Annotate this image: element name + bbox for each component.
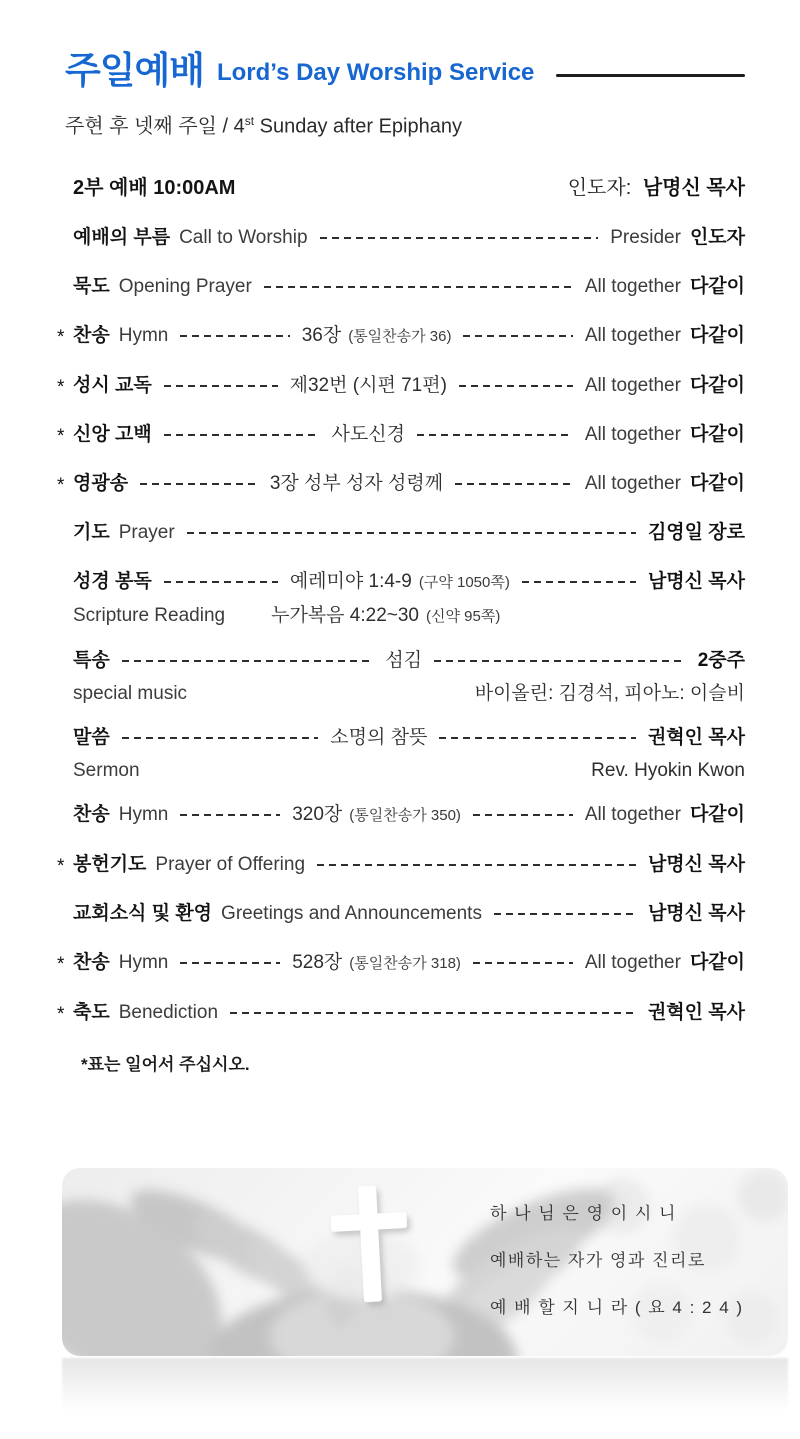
dash-leader [417,434,573,436]
dash-leader [164,385,278,387]
dash-leader [180,962,280,964]
item-label-korean: 축도 [73,1001,110,1023]
standing-footnote: *표는 일어서 주십시오. [81,1054,250,1074]
presider-info [568,176,745,200]
dash-leader [434,660,686,662]
item-label-korean: 특송 [73,649,110,671]
page-title-korean: 주일예배 [65,50,204,91]
item-sublabel-english: Sermon [73,759,140,781]
service-info-row [73,176,745,200]
item-label-korean: 영광송 [73,472,129,494]
item-label-korean: 봉헌기도 [73,853,147,875]
subtitle-korean: 주현 후 넷째 주일 [65,115,217,138]
dash-leader [459,385,573,387]
verse-line-2: 예배하는 자가 영과 진리로 [490,1251,706,1270]
program-row [57,1001,745,1025]
standing-asterisk: * [57,326,65,348]
program-row [57,423,745,447]
subtitle-english: Sunday after Epiphany [254,115,462,138]
program-row-sub [73,759,745,783]
item-subdetail-note: (신약 95쪽) [426,607,501,625]
responder-korean: 남명신 목사 [647,902,745,924]
responder-english: All together [584,324,681,346]
item-label-korean: 찬송 [73,324,110,346]
header-rule [556,74,745,77]
standing-asterisk: * [57,425,65,447]
dash-leader [320,237,599,239]
item-label-korean: 찬송 [73,951,110,973]
program-row-sub [73,604,745,629]
standing-asterisk: * [57,855,65,877]
dash-leader [522,581,636,583]
standing-asterisk: * [57,474,65,496]
dash-leader [180,814,280,816]
program-row-main [57,423,745,447]
program-row [73,226,745,250]
dash-leader [264,286,573,288]
dash-leader [455,483,573,485]
dash-leader [164,434,320,436]
responder-english: All together [584,423,681,445]
item-subdetail-right: 바이올린: 김경석, 피아노: 이슬비 [474,682,745,704]
item-detail-note: (구약 1050쪽) [418,573,510,591]
program-row-main [57,472,745,496]
item-detail-note: (통일찬송가 350) [349,806,461,824]
program-row [57,324,746,349]
item-detail: 예레미야 1:4-9 [289,570,412,592]
program-row-main [73,275,745,299]
item-subdetail-right: Rev. Hyokin Kwon [591,759,745,781]
responder-english: All together [584,275,681,297]
header [65,48,745,94]
program-row [73,803,745,828]
page-title-english: Lord’s Day Worship Service [216,59,535,86]
item-subdetail: 누가복음 4:22~30 [271,604,419,626]
responder-english: All together [584,374,681,396]
verse-line-3: 예 배 할 지 니 라 ( 요 4 : 2 4 ) [490,1298,744,1317]
subtitle-separator: / [216,115,234,138]
banner-reflection [62,1358,788,1428]
item-label-korean: 신앙 고백 [73,423,152,445]
responder-korean: 다같이 [689,275,745,297]
responder-english: All together [584,472,681,494]
item-label-korean: 기도 [73,521,110,543]
program-row-main [73,649,745,673]
program-row-main [57,374,746,398]
item-sublabel-english: Scripture Reading [73,604,226,626]
responder-korean: 김영일 장로 [647,521,745,543]
hands-cross-photo [62,1168,788,1356]
item-label-korean: 성경 봉독 [73,570,152,592]
program-row-main [73,902,745,926]
dash-leader [317,864,636,866]
responder-korean: 남명신 목사 [647,853,745,875]
item-label-english: Prayer [118,521,175,543]
item-label-korean: 성시 교독 [73,374,152,396]
item-detail: 528장 [292,951,343,973]
item-label-korean: 교회소식 및 환영 [73,902,213,924]
dash-leader [140,483,258,485]
program-row [73,649,745,706]
dash-leader [473,814,573,816]
program-row-sub [73,682,745,706]
dash-leader [122,660,374,662]
responder-korean: 다같이 [689,951,746,973]
item-detail: 소명의 참뜻 [330,726,428,748]
program-row-main [73,570,745,595]
item-label-english: Opening Prayer [118,275,252,297]
sunday-subtitle [65,108,745,140]
standing-asterisk: * [57,953,65,975]
item-label-english: Prayer of Offering [155,853,306,875]
dash-leader [473,962,573,964]
standing-asterisk: * [57,376,65,398]
program-row-main [57,1001,745,1025]
item-detail: 섬김 [385,649,423,671]
responder-korean: 다같이 [689,324,746,346]
responder-korean: 남명신 목사 [647,570,745,592]
dash-leader [164,581,278,583]
item-detail-note: (통일찬송가 36) [348,327,452,345]
item-label-english: Hymn [118,951,169,973]
item-sublabel-english: special music [73,682,188,704]
responder-english: All together [584,951,681,973]
item-label-english: Hymn [118,803,169,825]
presider-name: 남명신 목사 [642,176,745,199]
responder-korean: 2중주 [697,649,745,671]
program-row [57,853,745,877]
item-label-korean: 말씀 [73,726,110,748]
program-row-main [57,324,746,349]
responder-korean: 권혁인 목사 [647,1001,745,1023]
program-row-main [57,951,746,976]
subtitle-ordinal: 4 [233,115,245,138]
verse-text [490,1204,780,1345]
responder-korean: 다같이 [689,472,745,494]
service-time: 2부 예배 10:00AM [73,176,236,199]
responder-korean: 다같이 [689,803,746,825]
dash-leader [187,532,636,534]
program-row [57,472,745,496]
program-row [73,726,745,783]
item-label-english: Call to Worship [179,226,308,248]
dash-leader [230,1012,636,1014]
order-of-worship [57,176,746,1075]
program-row-main [73,226,745,250]
item-label-english: Hymn [118,324,169,346]
program-row-main [73,521,745,545]
responder-korean: 권혁인 목사 [647,726,745,748]
program-row [73,902,745,926]
item-label-english: Greetings and Announcements [221,902,482,924]
program-row [73,275,745,299]
program-rows [57,226,746,1025]
item-label-english: Benediction [118,1001,219,1023]
responder-english: All together [584,803,681,825]
dash-leader [494,913,636,915]
program-row-main [73,726,745,750]
item-label-korean: 묵도 [73,275,110,297]
program-row-main [73,803,745,828]
item-detail: 3장 성부 성자 성령께 [269,472,444,494]
item-detail: 제32번 (시편 71편) [289,374,447,396]
program-row-main [57,853,745,877]
dash-leader [463,335,572,337]
responder-korean: 다같이 [689,374,746,396]
item-detail-note: (통일찬송가 318) [349,954,461,972]
program-row [73,570,745,629]
item-detail: 36장 [301,324,342,346]
standing-asterisk: * [57,1003,65,1025]
item-detail: 사도신경 [331,423,405,445]
responder-korean: 다같이 [689,423,745,445]
subtitle-ordinal-suffix: st [244,114,255,128]
dash-leader [439,737,636,739]
responder-korean: 인도자 [689,226,745,248]
program-row [57,951,746,976]
dash-leader [122,737,319,739]
item-detail: 320장 [292,803,343,825]
item-label-korean: 찬송 [73,803,110,825]
dash-leader [180,335,289,337]
verse-line-1: 하 나 님 은 영 이 시 니 [490,1204,677,1223]
program-row [73,521,745,545]
responder-english: Presider [610,226,681,248]
item-label-korean: 예배의 부름 [73,226,171,248]
presider-label: 인도자: [567,176,632,199]
program-row [57,374,746,398]
